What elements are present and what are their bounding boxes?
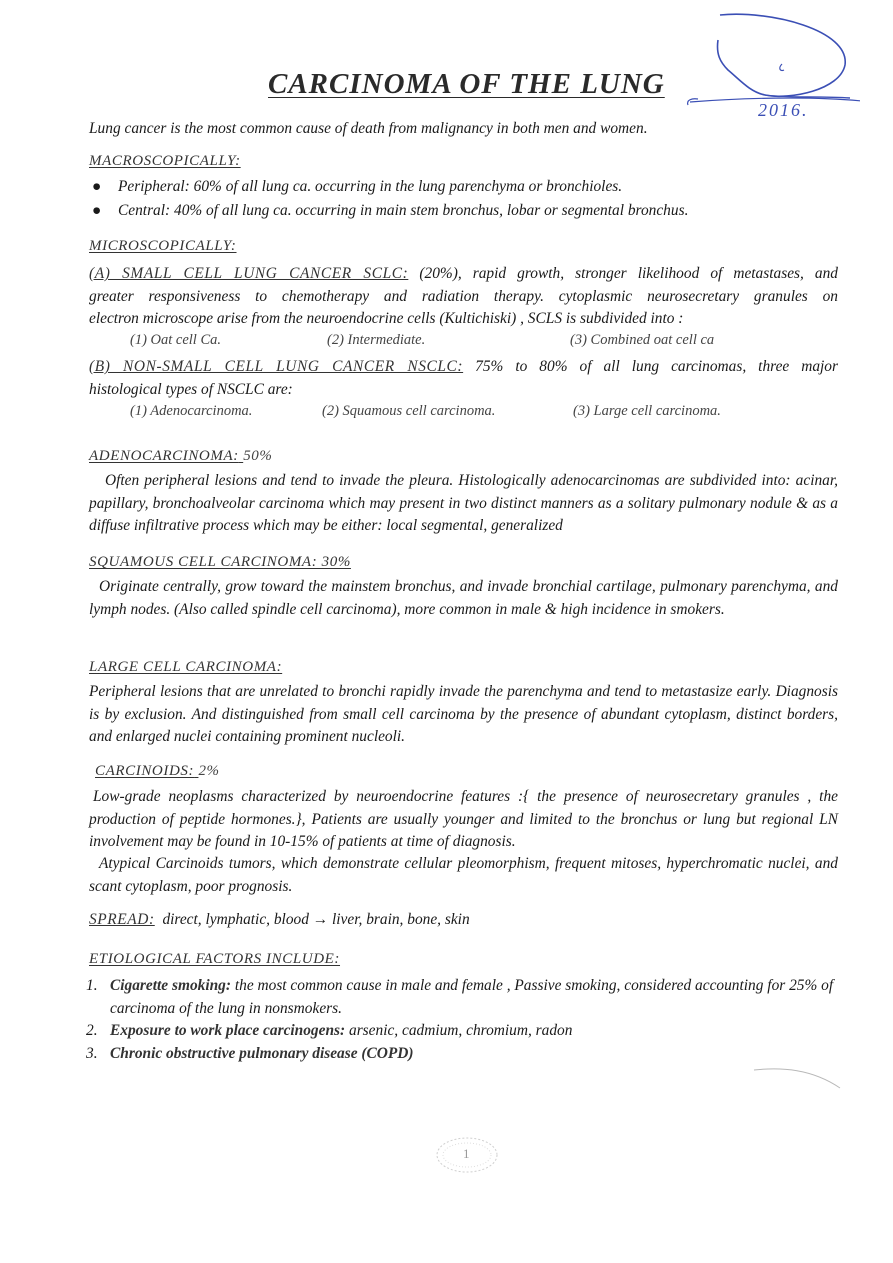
adeno-heading bbox=[89, 448, 272, 465]
carcinoids-heading-label: CARCINOIDS: bbox=[95, 763, 195, 779]
nsclc-paragraph bbox=[89, 356, 838, 401]
micro-heading: MICROSCOPICALLY: bbox=[89, 238, 237, 254]
large-cell-text: Peripheral lesions that are unrelated to bronchi rapidly invade the parenchyma and tend to metastasize early. Diagnosis is by exclusion. And distinguished from small cell carcinoma by the presence of abundant cytoplasm, distinct borders, and enlarged nuclei containing prominent nucleoli. bbox=[89, 683, 838, 745]
spread-text: direct, lymphatic, blood → liver, brain, bone, skin bbox=[162, 911, 470, 928]
etiology-item-text: arsenic, cadmium, chromium, radon bbox=[349, 1022, 573, 1039]
adeno-heading-label: ADENOCARCINOMA: bbox=[89, 448, 239, 464]
etiology-item-3 bbox=[86, 1043, 838, 1066]
intro-text: Lung cancer is the most common cause of death from malignancy in both men and women. bbox=[89, 120, 648, 137]
bullet-icon: ● bbox=[92, 202, 102, 219]
pencil-stroke bbox=[752, 1064, 844, 1092]
sclc-label: (A) SMALL CELL LUNG CANCER SCLC: bbox=[89, 265, 409, 282]
carcinoids-percent: 2% bbox=[198, 763, 220, 779]
sclc-paragraph bbox=[89, 263, 838, 331]
nsclc-type-3: (3) Large cell carcinoma. bbox=[573, 403, 721, 419]
etiology-item-1 bbox=[86, 975, 838, 1020]
carcinoids-text-1: Low-grade neoplasms characterized by neuroendocrine features :{ the presence of neurosecretary granules , the production of peptide hormones.}, Patients are usually younger and limited to the bronchus or lung but regional LN involvement may be found in 10-15% of patients at time of diagnosis. bbox=[89, 788, 838, 850]
sclc-text-2: greater responsiveness to chemotherapy and radiation therapy. cytoplasmic neurosecretary granules on bbox=[89, 287, 838, 305]
squamous-text: Originate centrally, grow toward the mainstem bronchus, and invade bronchial cartilage, pulmonary parenchyma, and lymph nodes. (Also called spindle cell carcinoma), more common in male & high incidence in smokers. bbox=[89, 578, 838, 618]
adeno-text: Often peripheral lesions and tend to invade the pleura. Histologically adenocarcinomas are subdivided into: acinar, papillary, bronchoalveolar carcinoma which may present in two distinct manners as a solitary pulmonary nodule & as a diffuse infiltrative process which may be either: local segmental, generalized bbox=[89, 472, 838, 534]
sclc-text-3: electron microscope arise from the neuroendocrine cells (Kultichiski) , SCLS is subdivided into : bbox=[89, 310, 684, 327]
spread-row bbox=[89, 909, 838, 932]
sclc-type-1: (1) Oat cell Ca. bbox=[130, 332, 222, 348]
nsclc-label: (B) NON-SMALL CELL LUNG CANCER NSCLC: bbox=[89, 358, 464, 375]
carcinoids-text-2: Atypical Carcinoids tumors, which demonstrate cellular pleomorphism, frequent mitoses, hyperchromatic nuclei, and scant cytoplasm, poor prognosis. bbox=[89, 855, 838, 895]
macro-heading: MACROSCOPICALLY: bbox=[89, 153, 241, 169]
nsclc-type-2: (2) Squamous cell carcinoma. bbox=[322, 403, 496, 419]
carcinoids-heading bbox=[95, 763, 220, 780]
nsclc-type-1: (1) Adenocarcinoma. bbox=[130, 403, 253, 419]
squamous-heading: SQUAMOUS CELL CARCINOMA: 30% bbox=[89, 554, 351, 570]
page-number: 1 bbox=[463, 1146, 470, 1161]
macro-item-text: Peripheral: 60% of all lung ca. occurring in the lung parenchyma or bronchioles. bbox=[118, 178, 623, 195]
adeno-percent: 50% bbox=[243, 448, 273, 464]
etiology-item-2 bbox=[86, 1020, 838, 1043]
sclc-text-1: (20%), rapid growth, stronger likelihood of metastases, and bbox=[419, 265, 839, 282]
etiology-item-label: Cigarette smoking: bbox=[110, 977, 231, 994]
handwritten-date: 2016. bbox=[758, 100, 809, 120]
macro-item-peripheral bbox=[92, 178, 622, 196]
sclc-type-3: (3) Combined oat cell ca bbox=[570, 332, 715, 348]
large-cell-heading: LARGE CELL CARCINOMA: bbox=[89, 659, 283, 675]
etiology-item-number: 2. bbox=[86, 1022, 98, 1039]
bullet-icon: ● bbox=[92, 178, 102, 195]
etiology-item-text: the most common cause in male and female , Passive smoking, considered accounting for 25% of carcinoma of the lung in nonsmokers. bbox=[110, 977, 834, 1017]
page-number-seal bbox=[432, 1134, 502, 1176]
etiology-item-label: Chronic obstructive pulmonary disease (COPD) bbox=[110, 1045, 414, 1062]
sclc-type-2: (2) Intermediate. bbox=[327, 332, 426, 348]
nsclc-text-2: histological types of NSCLC are: bbox=[89, 380, 293, 398]
spread-heading: SPREAD: bbox=[89, 911, 155, 928]
document-title: CARCINOMA OF THE LUNG bbox=[268, 68, 665, 100]
macro-item-central bbox=[92, 202, 688, 220]
etiology-item-label: Exposure to work place carcinogens: bbox=[110, 1022, 346, 1039]
nsclc-text-1: 75% to 80% of all lung carcinomas, three major bbox=[475, 358, 838, 375]
etiology-item-number: 3. bbox=[86, 1045, 98, 1062]
etiology-item-number: 1. bbox=[86, 977, 98, 994]
etiology-heading: ETIOLOGICAL FACTORS INCLUDE: bbox=[89, 951, 341, 967]
macro-item-text: Central: 40% of all lung ca. occurring in main stem bronchus, lobar or segmental bronchus. bbox=[118, 202, 689, 219]
